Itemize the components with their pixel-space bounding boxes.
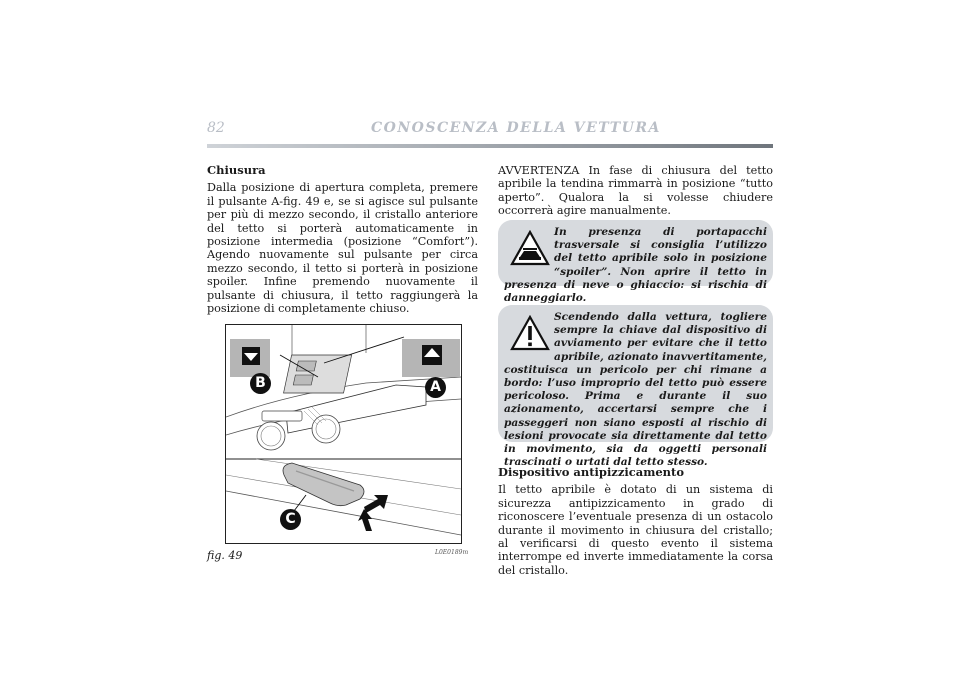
header-rule xyxy=(207,144,773,148)
closing-heading: Chiusura xyxy=(207,163,266,177)
warning-box-key xyxy=(498,305,773,469)
warning-triangle-icon xyxy=(510,315,550,353)
avvertenza-paragraph xyxy=(498,164,773,218)
callout-b: B xyxy=(250,373,271,394)
avvertenza-label: AVVERTENZA xyxy=(498,164,580,177)
callout-a: A xyxy=(425,377,446,398)
page-header xyxy=(207,120,773,144)
warning-text-roof-rack: In presenza di portapacchi trasversale si consiglia l’utilizzo del tetto apribile solo in posizione “spoiler”. Non aprire il tetto in presenza di neve o ghiaccio: si rischia di danneggiarlo. xyxy=(504,226,767,305)
antipinch-section xyxy=(498,466,773,577)
figure-code: L0E0189m xyxy=(435,549,469,556)
figure-49 xyxy=(225,324,462,544)
section-title: CONOSCENZA DELLA VETTURA xyxy=(371,120,661,136)
figure-caption: fig. 49 xyxy=(207,549,243,562)
avvertenza-text: In fase di chiusura del tetto apribile la tendina rimmarrà in posizione “tutto aperto”. Qualora la si volesse chiudere occorrerà agire manualmente. xyxy=(498,164,773,218)
car-roof-warning-icon xyxy=(510,230,550,268)
page-number: 82 xyxy=(207,120,225,136)
figure-illustration xyxy=(226,325,461,543)
antipinch-body: Il tetto apribile è dotato di un sistema di sicurezza antipizzicamento in grado di riconoscere l’eventuale presenza di un ostacolo durante il movimento in chiusura del cristallo; al verificarsi di questo evento il sistema interrompe ed inverte immediatamente la corsa del cristallo. xyxy=(498,483,773,577)
warning-text-key: Scendendo dalla vettura, togliere sempre la chiave dal dispositivo di avviamento per evitare che il tetto apribile, azionato inavvertitamente, costituisca un pericolo per chi rimane a bordo: l’uso improprio del tetto può essere pericoloso. Prima e durante il suo azionamento, accertarsi sempre che i passeggeri non siano esposti al rischio di lesioni provocate sia direttamente dal tetto in movimento, sia da oggetti personali trascinati o urtati dal tetto stesso. xyxy=(504,311,767,469)
closing-body: Dalla posizione di apertura completa, premere il pulsante A-fig. 49 e, se si agisce sul pulsante per più di mezzo secondo, il cristallo anteriore del tetto si porterà automaticamente in posizione intermedia (posizione “Comfort”). Agendo nuovamente sul pulsante per circa mezzo secondo, il tetto si porterà in posizione spoiler. Infine premendo nuovamente il pulsante di chiusura, il tetto raggiungerà la posizione di completamente chiuso. xyxy=(207,181,478,316)
warning-box-roof-rack xyxy=(498,220,773,305)
right-column xyxy=(498,164,773,218)
callout-c: C xyxy=(280,509,301,530)
antipinch-heading: Dispositivo antipizzicamento xyxy=(498,465,685,479)
left-column xyxy=(207,164,478,315)
